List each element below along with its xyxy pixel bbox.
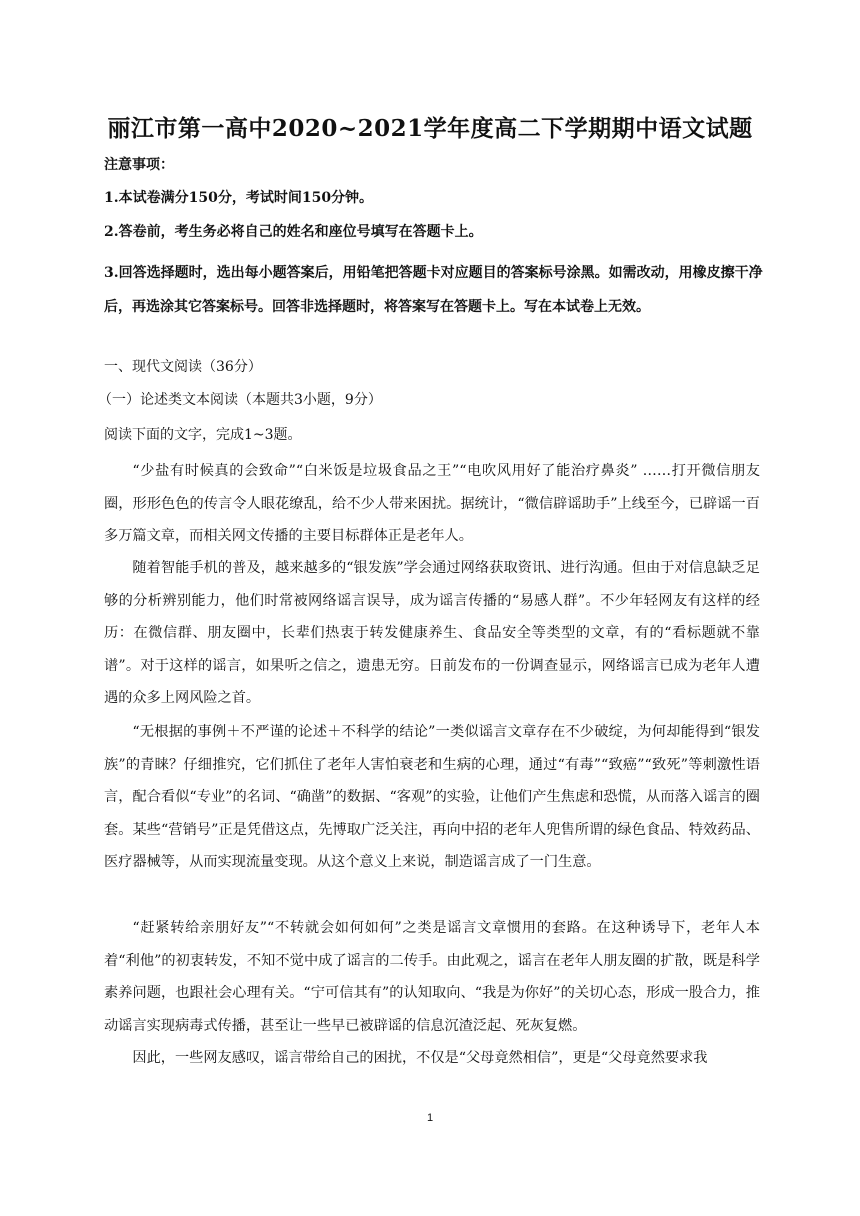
paragraph-5: 因此，一些网友感叹，谣言带给自己的困扰，不仅是“父母竟然相信”，更是“父母竟然要求我 <box>132 1050 708 1066</box>
page-number: 1 <box>426 1112 434 1124</box>
section-subheading: （一）论述类文本阅读（本题共3小题，9分） <box>98 392 382 408</box>
notice-item-3: 3.回答选择题时，选出每小题答案后，用铅笔把答题卡对应题目的答案标号涂黑。如需改动，用橡皮擦干净后，再选涂其它答案标号。回答非选择题时，将答案写在答题卡上。写在本试卷上无效。 <box>104 265 763 315</box>
section-heading: 一、现代文阅读（36分） <box>104 359 262 375</box>
notice-item-1: 1.本试卷满分150分，考试时间150分钟。 <box>104 190 374 206</box>
paragraph-3: “无根据的事例＋不严谨的论述＋不科学的结论”一类似谣言文章存在不少破绽，为何却能得到“银发族”的青睐？仔细推究，它们抓住了老年人害怕衰老和生病的心理，通过“有毒”“致癌”“致死”等刺激性语言，配合看似“专业”的名词、“确凿”的数据、“客观”的实验，让他们产生焦虑和恐慌，从而落入谣言的圈套。某些“营销号”正是凭借这点，先博取广泛关注，再向中招的老年人兜售所谓的绿色食品、特效药品、医疗器械等，从而实现流量变现。从这个意义上来说，制造谣言成了一门生意。 <box>104 724 760 870</box>
paragraph-1: “少盐有时候真的会致命”“白米饭是垃圾食品之王”“电吹风用好了能治疗鼻炎” ……打开微信朋友圈，形形色色的传言令人眼花缭乱，给不少人带来困扰。据统计，“微信辟谣助手”上线至今，已辟谣一百多万篇文章，而相关网文传播的主要目标群体正是老年人。 <box>104 463 760 544</box>
section-instruction: 阅读下面的文字，完成1~3题。 <box>104 427 302 443</box>
notice-item-2: 2.答卷前，考生务必将自己的姓名和座位号填写在答题卡上。 <box>104 224 483 240</box>
notice-heading: 注意事项： <box>104 157 174 173</box>
document-title: 丽江市第一高中2020~2021学年度高二下学期期中语文试题 <box>107 115 753 142</box>
paragraph-4: “赶紧转给亲朋好友”“不转就会如何如何”之类是谣言文章惯用的套路。在这种诱导下，老年人本着“利他”的初衷转发，不知不觉中成了谣言的二传手。由此观之，谣言在老年人朋友圈的扩散，既是科学素养问题，也跟社会心理有关。“宁可信其有”的认知取向、“我是为你好”的关切心态，形成一股合力，推动谣言实现病毒式传播，甚至让一些早已被辟谣的信息沉渣泛起、死灰复燃。 <box>104 920 760 1034</box>
paragraph-2: 随着智能手机的普及，越来越多的“银发族”学会通过网络获取资讯、进行沟通。但由于对信息缺乏足够的分析辨别能力，他们时常被网络谣言误导，成为谣言传播的“易感人群”。不少年轻网友有这样的经历：在微信群、朋友圈中，长辈们热衷于转发健康养生、食品安全等类型的文章，有的“看标题就不靠谱”。对于这样的谣言，如果听之信之，遗患无穷。日前发布的一份调查显示，网络谣言已成为老年人遭遇的众多上网风险之首。 <box>104 560 760 706</box>
